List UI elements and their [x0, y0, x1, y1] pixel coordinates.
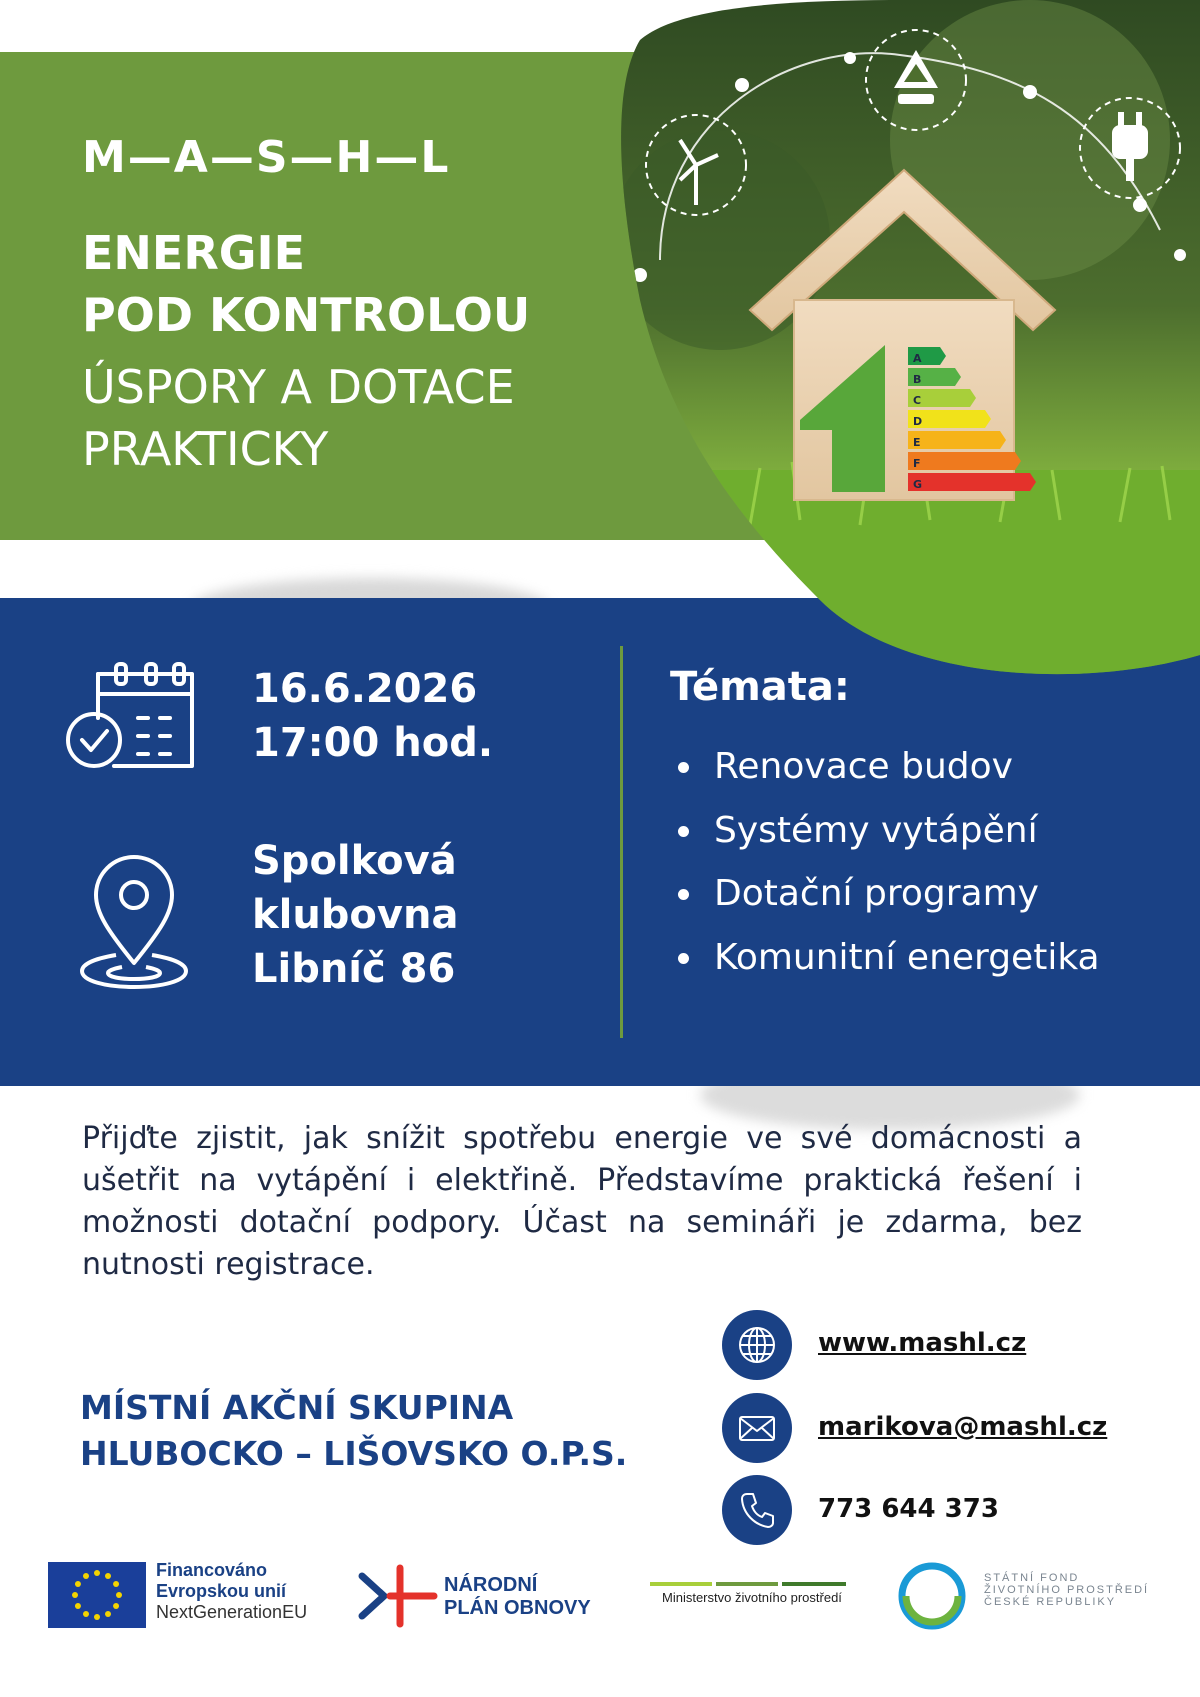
eu-star [75, 1603, 81, 1609]
event-date: 16.6.2026 [252, 666, 478, 712]
organization-name [80, 1385, 627, 1477]
location-pin-icon [78, 855, 190, 991]
subtitle-line-1: ÚSPORY A DOTACE [82, 360, 515, 414]
email-icon [722, 1393, 792, 1463]
event-description: Přijďte zjistit, jak snížit spotřebu energie ve své domácnosti a ušetřit na vytápění i elektřině. Představíme praktická řešení i možnosti dotační podpory. Účast na semináři je zdarma, bez nutnosti registrace. [82, 1121, 1082, 1282]
website-link[interactable]: www.mashl.cz [818, 1328, 1027, 1358]
place-line-3: Libníč 86 [252, 946, 456, 992]
subtitle-line-2: PRAKTICKY [82, 422, 329, 476]
npo-line-1: NÁRODNÍ [444, 1574, 538, 1596]
energy-class-f: F [913, 457, 921, 470]
energy-label-letters [913, 348, 933, 495]
topics-heading: Témata: [670, 664, 850, 710]
globe-icon [722, 1310, 792, 1380]
brand-logo-text: M—A—S—H—L [82, 132, 451, 183]
eu-star [105, 1573, 111, 1579]
topics-list [676, 735, 1176, 989]
mzp-text: Ministerstvo životního prostředí [662, 1590, 842, 1605]
topic-item: Dotační programy [676, 862, 1176, 926]
eu-star [83, 1611, 89, 1617]
calendar-icon [64, 660, 204, 772]
energy-class-g: G [913, 478, 923, 491]
sfzp-text [984, 1572, 1149, 1608]
topic-item: Renovace budov [676, 735, 1176, 799]
topic-item: Systémy vytápění [676, 799, 1176, 863]
eu-star [83, 1573, 89, 1579]
sfzp-line-3: ČESKÉ REPUBLIKY [984, 1596, 1117, 1608]
eu-line-3: NextGenerationEU [156, 1602, 308, 1622]
column-divider [620, 646, 623, 1038]
energy-class-d: D [913, 415, 923, 428]
sfzp-logo [898, 1562, 966, 1630]
eu-line-1: Financováno [156, 1560, 268, 1580]
phone-number: 773 644 373 [818, 1494, 999, 1524]
eu-flag-logo [48, 1562, 146, 1628]
sfzp-line-1: STÁTNÍ FOND [984, 1572, 1080, 1584]
mzp-stripes-logo [650, 1580, 846, 1588]
organization-line-1: MÍSTNÍ AKČNÍ SKUPINA [80, 1388, 514, 1427]
phone-icon [722, 1475, 792, 1545]
eu-star [75, 1581, 81, 1587]
energy-class-e: E [913, 436, 921, 449]
eu-star [105, 1611, 111, 1617]
title-line-1: ENERGIE [82, 226, 306, 280]
energy-class-b: B [913, 373, 922, 386]
eu-line-2: Evropskou unií [156, 1581, 287, 1601]
eu-star [116, 1592, 122, 1598]
npo-logo [356, 1562, 438, 1630]
eu-star [94, 1614, 100, 1620]
place-line-1: Spolková [252, 838, 457, 884]
event-time: 17:00 hod. [252, 720, 494, 766]
eu-funding-text [156, 1560, 307, 1623]
sfzp-line-2: ŽIVOTNÍHO PROSTŘEDÍ [984, 1584, 1150, 1596]
place-line-2: klubovna [252, 892, 459, 938]
npo-text [444, 1574, 591, 1620]
eu-star [72, 1592, 78, 1598]
energy-class-c: C [913, 394, 922, 407]
organization-line-2: HLUBOCKO – LIŠOVSKO O.P.S. [80, 1434, 628, 1473]
event-subtitle [82, 356, 515, 480]
event-date-time [252, 662, 493, 770]
eu-star [113, 1603, 119, 1609]
event-place [252, 834, 458, 996]
npo-line-2: PLÁN OBNOVY [444, 1597, 591, 1619]
event-title [82, 222, 530, 346]
title-line-2: POD KONTROLOU [82, 288, 531, 342]
eu-star [113, 1581, 119, 1587]
eu-star [94, 1570, 100, 1576]
house-photo-illustration [600, 0, 1200, 680]
topic-item: Komunitní energetika [676, 926, 1176, 990]
energy-class-a: A [913, 352, 922, 365]
email-link[interactable]: marikova@mashl.cz [818, 1412, 1108, 1442]
